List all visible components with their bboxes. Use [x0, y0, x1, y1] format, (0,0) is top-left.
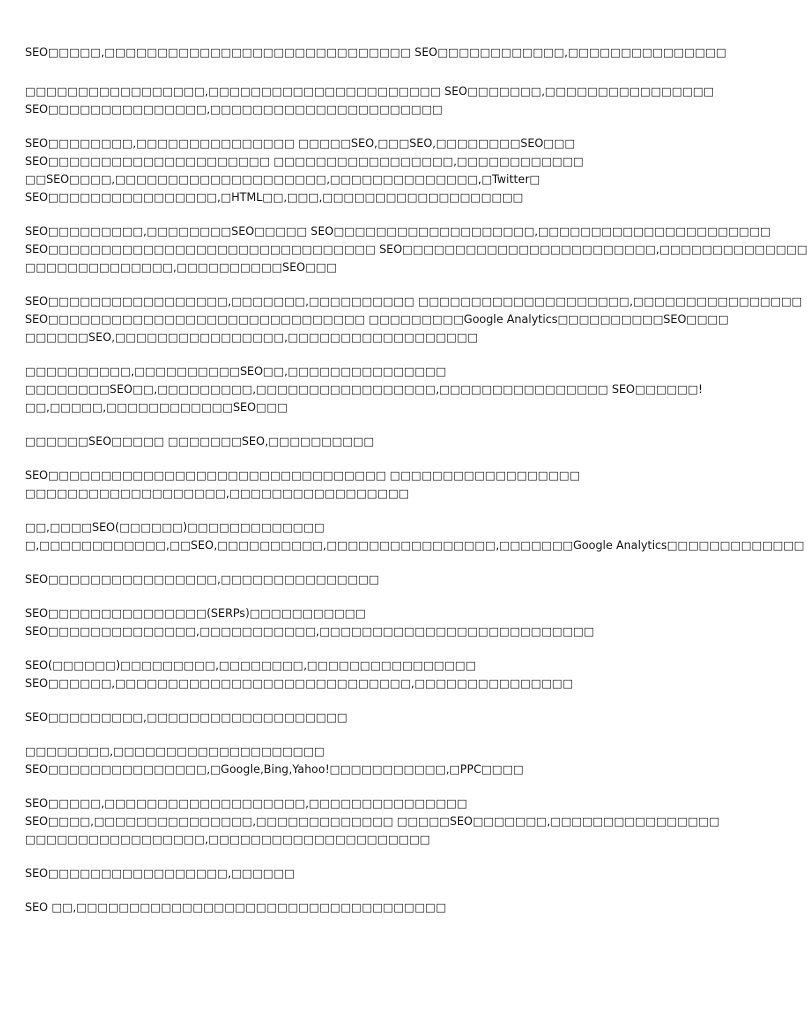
paragraph-line: SEO□□□□□,□□□□□□□□□□□□□□□□□□□□□□□□□□□□□ SEO□□□□□□□□□□□□,□□□□□□□□□□□□□□□ — [25, 46, 727, 59]
paragraph-line: SEO□□□□□□□□□□□□□□□,□□□□□□□□□□□□□□□□□□□□□□ — [25, 103, 443, 116]
paragraph — [25, 899, 705, 917]
paragraph-line: □□□□□□□□□□□□□□□□□,□□□□□□□□□□□□□□□□□□□□□□ SEO□□□□□□□,□□□□□□□□□□□□□□□□ — [25, 85, 714, 98]
paragraph-line: SEO□□□□□□□□□□□□□□□□□□□□□ □□□□□□□□□□□□□□□□□,□□□□□□□□□□□□ — [25, 155, 584, 168]
paragraph-line: SEO □□,□□□□□□□□□□□□□□□□□□□□□□□□□□□□□□□□□□□ — [25, 901, 447, 914]
paragraph-line: □□□□□□□□□□□□□□,□□□□□□□□□□SEO□□□ — [25, 261, 337, 274]
paragraph-line: SEO□□□□□□□□□□□□□□□□,□HTML□□,□□□,□□□□□□□□□□□□□□□□□□□ — [25, 191, 524, 204]
paragraph-line: SEO□□□□□□□□□,□□□□□□□□□□□□□□□□□□□ — [25, 711, 348, 724]
paragraph — [25, 571, 705, 589]
document-body — [25, 44, 807, 933]
paragraph — [25, 467, 705, 503]
paragraph-line: □□,□□□□SEO(□□□□□□)□□□□□□□□□□□□□ — [25, 521, 325, 534]
paragraph-line: □,□□□□□□□□□□□□,□□SEO,□□□□□□□□□□,□□□□□□□□□□□□□□□□,□□□□□□□Google Analytics□□□□□□□□□□□□□ — [25, 539, 805, 552]
paragraph-line: □□□□□□□□SEO□□,□□□□□□□□□,□□□□□□□□□□□□□□□□□,□□□□□□□□□□□□□□□□ SEO□□□□□□! — [25, 383, 703, 396]
paragraph-line: SEO□□□□□□□□□□□□□□□(SERPs)□□□□□□□□□□□ — [25, 607, 366, 620]
paragraph-line: SEO□□□□□□□□□□□□□□□,□Google,Bing,Yahoo!□□□□□□□□□□□,□PPC□□□□ — [25, 763, 524, 776]
paragraph-line: □□□□□□□□□□,□□□□□□□□□□SEO□□,□□□□□□□□□□□□□□□ — [25, 365, 447, 378]
paragraph-line: □□□□□□□□,□□□□□□□□□□□□□□□□□□□□ — [25, 745, 325, 758]
paragraph-line: SEO□□□□□□□□□□□□□□□□□,□□□□□□□,□□□□□□□□□□ □□□□□□□□□□□□□□□□□□□□,□□□□□□□□□□□□□□□□ — [25, 295, 803, 308]
paragraph-line: SEO□□□□□□,□□□□□□□□□□□□□□□□□□□□□□□□□□□□,□□□□□□□□□□□□□□□ — [25, 677, 574, 690]
paragraph — [25, 44, 727, 62]
paragraph — [25, 363, 705, 417]
paragraph-line: SEO□□□□□,□□□□□□□□□□□□□□□□□□□,□□□□□□□□□□□□□□□ — [25, 797, 468, 810]
paragraph-line: □□□□□□SEO,□□□□□□□□□□□□□□□□,□□□□□□□□□□□□□□□□□□ — [25, 331, 478, 344]
paragraph-line: □□□□□□□□□□□□□□□□□□□,□□□□□□□□□□□□□□□□□ — [25, 487, 410, 500]
paragraph — [25, 865, 705, 883]
paragraph-line: SEO□□□□□□□□□□□□□□□□□,□□□□□□ — [25, 867, 295, 880]
paragraph — [25, 795, 720, 849]
paragraph — [25, 519, 805, 555]
paragraph-line: □□,□□□□□,□□□□□□□□□□□□SEO□□□ — [25, 401, 288, 414]
paragraph-line: SEO□□□□□□□□,□□□□□□□□□□□□□□□ □□□□□SEO,□□□SEO,□□□□□□□□SEO□□□ — [25, 137, 576, 150]
paragraph — [25, 83, 714, 119]
paragraph — [25, 743, 705, 779]
paragraph-line: SEO□□□□□□□□□□□□□□□□□□□□□□□□□□□□□□□ SEO□□□□□□□□□□□□□□□□□□□□□□□□,□□□□□□□□□□□□□□ — [25, 243, 807, 256]
paragraph — [25, 433, 705, 451]
paragraph-line: SEO□□□□□□□□□□□□□□□□□□□□□□□□□□□□□□ □□□□□□□□□Google Analytics□□□□□□□□□□SEO□□□□ — [25, 313, 729, 326]
paragraph-line: SEO□□□□□□□□□□□□□□□□,□□□□□□□□□□□□□□□ — [25, 573, 380, 586]
paragraph-line: □□□□□□□□□□□□□□□□□,□□□□□□□□□□□□□□□□□□□□□ — [25, 833, 431, 846]
paragraph-line: SEO□□□□□□□□□□□□□□□□□□□□□□□□□□□□□□□□ □□□□□□□□□□□□□□□□□□ — [25, 469, 581, 482]
paragraph-line: SEO□□□□□□□□□□□□□□,□□□□□□□□□□□,□□□□□□□□□□□□□□□□□□□□□□□□□□ — [25, 625, 595, 638]
paragraph-line: SEO□□□□□□□□□,□□□□□□□□SEO□□□□□ SEO□□□□□□□□□□□□□□□□□□□,□□□□□□□□□□□□□□□□□□□□□□ — [25, 225, 771, 238]
paragraph — [25, 709, 705, 727]
paragraph-line: SEO(□□□□□□)□□□□□□□□□,□□□□□□□□,□□□□□□□□□□□□□□□□ — [25, 659, 477, 672]
paragraph — [25, 223, 807, 277]
paragraph-line: □□SEO□□□□,□□□□□□□□□□□□□□□□□□□□,□□□□□□□□□□□□□□,□Twitter□ — [25, 173, 541, 186]
paragraph — [25, 293, 803, 347]
paragraph-line: SEO□□□□,□□□□□□□□□□□□□□□,□□□□□□□□□□□□□ □□□□□SEO□□□□□□□,□□□□□□□□□□□□□□□□ — [25, 815, 720, 828]
paragraph-line: □□□□□□SEO□□□□□ □□□□□□□SEO,□□□□□□□□□□ — [25, 435, 375, 448]
paragraph — [25, 135, 705, 207]
paragraph — [25, 605, 705, 641]
paragraph — [25, 657, 705, 693]
